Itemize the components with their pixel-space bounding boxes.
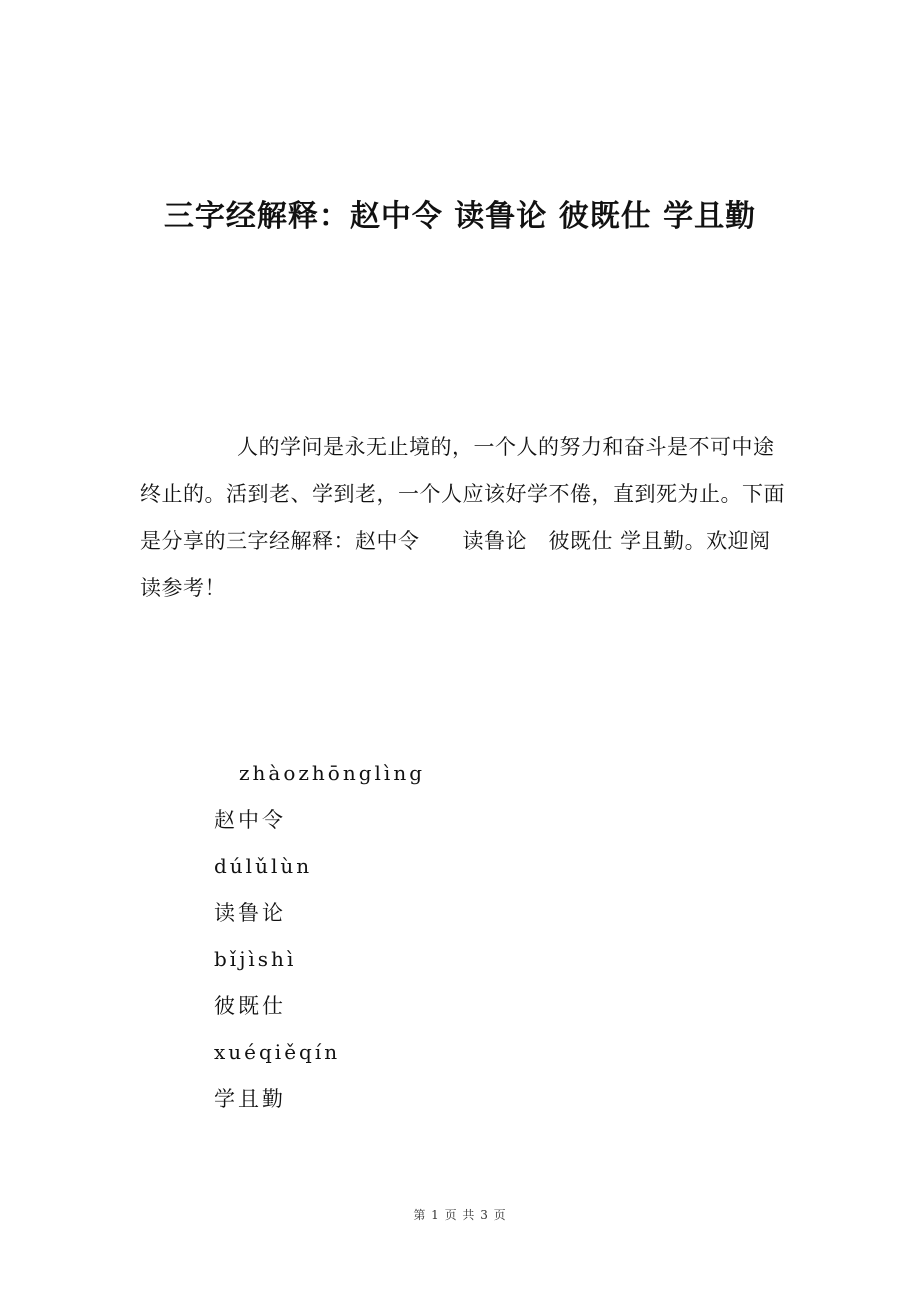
verse-pinyin: dúlǔlùn <box>214 854 313 878</box>
verse-pinyin: zhàozhōnglìng <box>239 761 426 785</box>
page-footer: 第 1 页 共 3 页 <box>413 1208 507 1222</box>
verse-hanzi: 赵中令 <box>214 807 286 832</box>
verse-list <box>214 750 614 1122</box>
document-title: 三字经解释：赵中令 读鲁论 彼既仕 学且勤 <box>163 199 757 234</box>
verse-pinyin: bǐjìshì <box>214 947 297 971</box>
verse-hanzi: 彼既仕 <box>214 993 286 1018</box>
verse-hanzi: 读鲁论 <box>214 900 286 925</box>
intro-paragraph: 人的学问是永无止境的，一个人的努力和奋斗是不可中途终止的。活到老、学到老，一个人应该好学不倦，直到死为止。下面是分享的三字经解释：赵中令 读鲁论 彼既仕 学且勤。欢迎阅读参考！ <box>140 435 785 600</box>
verse-pinyin: xuéqiěqín <box>214 1040 341 1064</box>
verse-hanzi: 学且勤 <box>214 1086 286 1111</box>
